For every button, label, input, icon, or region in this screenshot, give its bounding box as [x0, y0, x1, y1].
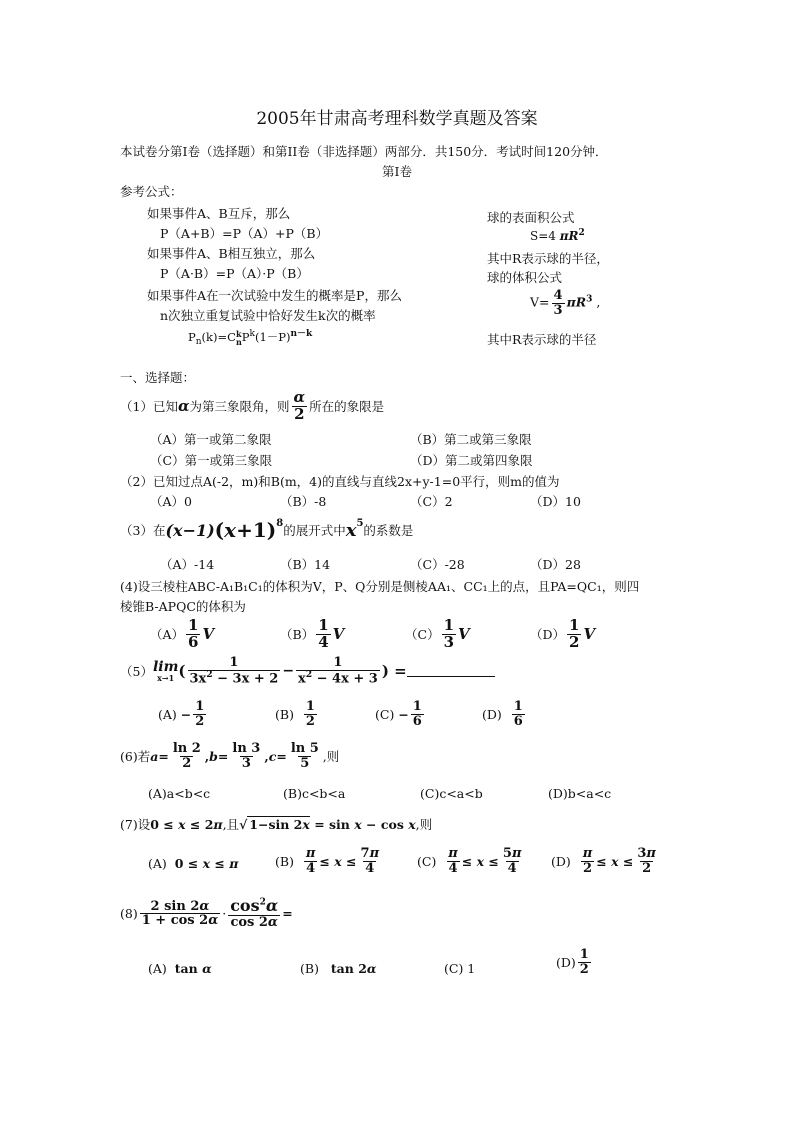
q6-option-b: (B)c<b<a	[283, 786, 346, 801]
q8-option-a: (A) tan α	[148, 961, 212, 976]
q8-option-d: (D) $\frac{1}{2}$	[556, 947, 589, 977]
q6-option-d: (D)b<a<c	[548, 786, 612, 801]
q6-stem: (6)若 a = $\frac{\ln 2}{2}$ , b = $\frac{\ln 3}{3}$ , c = $\frac{\ln 5}{5}$ ,则	[120, 741, 340, 771]
q3-option-b: （B）14	[280, 557, 331, 572]
section-heading: 一、选择题：	[120, 370, 196, 385]
q1-stem: （1）已知 α 为第三象限角，则 $\frac{\alpha}{2}$ 所在的象限是	[120, 388, 385, 423]
q6-option-c: (C)c<a<b	[420, 786, 483, 801]
ref-line-3: 如果事件A、B相互独立，那么	[147, 246, 316, 261]
q4-option-a: （A） $\frac{1}{6}$ V	[150, 616, 215, 651]
q7-option-a: (A) 0 ≤ x ≤ π	[148, 856, 239, 871]
q7-option-b: (B) $\frac{\pi}{4}$ ≤ x ≤ $\frac{7\pi}{4}$	[275, 846, 380, 876]
q3-option-a: （A）-14	[160, 557, 215, 572]
q8-stem: (8) $\frac{2 \sin 2\alpha}{1 + \cos 2\alpha}$ · $\frac{\cos^2\alpha}{\cos 2\alpha}$ =	[120, 896, 293, 930]
q3-option-c: （C）-28	[410, 557, 465, 572]
q2-stem: （2）已知过点A(-2，m)和B(m，4)的直线与直线2x+y-1=0平行，则m的值为	[120, 474, 560, 489]
ref-line-4: P（A·B）=P（A）·P（B）	[160, 266, 309, 281]
ref-label: 参考公式：	[120, 184, 183, 199]
ref-right-3: 其中R表示球的半径，	[487, 251, 609, 266]
q1-option-d: （D）第二或第四象限	[410, 453, 533, 468]
q3-stem: （3）在 (x−1) (x+1) $^8$ 的展开式中 x $^5$ 的系数是	[120, 517, 414, 542]
q5-stem: （5） lim x→1 ( $\frac{1}{3x^2 - 3x + 2}$ − $\frac{1}{x^2 - 4x + 3}$ ) =	[120, 656, 495, 686]
q6-option-a: (A)a<b<c	[148, 786, 211, 801]
q5-option-d: (D) $\frac{1}{6}$	[482, 699, 523, 729]
q7-option-c: (C) $\frac{\pi}{4}$ ≤ x ≤ $\frac{5\pi}{4}$	[417, 846, 522, 876]
q7-option-d: (D) $\frac{\pi}{2}$ ≤ x ≤ $\frac{3\pi}{2}$	[551, 846, 656, 876]
ref-line-5: 如果事件A在一次试验中发生的概率是P，那么	[147, 288, 402, 303]
q8-option-b: (B) tan 2α	[300, 961, 377, 976]
volume-label: 第I卷	[382, 164, 412, 179]
q7-stem: (7)设 0 ≤ x ≤ 2π ,且 √ 1−sin 2x = sin x − cos x ,则	[120, 816, 433, 832]
q4-stem-line-1: (4)设三棱柱ABC-A₁B₁C₁的体积为V，P、Q分别是侧棱AA₁、CC₁上的点，且PA=QC₁，则四	[120, 579, 640, 594]
q1-option-c: （C）第一或第三象限	[150, 453, 273, 468]
page-title: 2005年甘肃高考理科数学真题及答案	[256, 109, 538, 129]
q5-option-c: (C) − $\frac{1}{6}$	[375, 699, 422, 729]
sphere-area-formula: S=4 $\pi R^2$	[530, 228, 585, 243]
q2-option-c: （C）2	[410, 494, 453, 509]
intro-text: 本试卷分第I卷（选择题）和第II卷（非选择题）两部分．共150分．考试时间120分钟．	[120, 144, 608, 159]
q5-option-b: (B) $\frac{1}{2}$	[275, 699, 315, 729]
ref-right-1: 球的表面积公式	[487, 210, 575, 225]
ref-line-1: 如果事件A、B互斥，那么	[147, 206, 291, 221]
ref-right-4: 球的体积公式	[487, 270, 563, 285]
ref-binomial-formula: $P_n(k)=C$ k n $P^k(1-P)^{n-k}$	[188, 328, 313, 348]
q2-option-b: （B）-8	[280, 494, 327, 509]
q8-option-c: (C) 1	[444, 961, 476, 976]
q4-stem-line-2: 棱锥B-APQC的体积为	[120, 599, 246, 614]
sphere-volume-formula: V= $\frac{4}{3}$ $\pi R^3$ ,	[530, 288, 601, 318]
q1-option-b: （B）第二或第三象限	[410, 432, 532, 447]
answer-blank	[407, 664, 495, 677]
ref-right-6: 其中R表示球的半径	[487, 332, 597, 347]
q4-option-b: （B） $\frac{1}{4}$ V	[280, 616, 345, 651]
ref-line-6: n次独立重复试验中恰好发生k次的概率	[160, 308, 376, 323]
ref-line-2: P（A+B）=P（A）+P（B）	[160, 226, 329, 241]
q5-option-a: (A) − $\frac{1}{2}$	[158, 699, 205, 729]
q1-option-a: （A）第一或第二象限	[150, 432, 272, 447]
q2-option-d: （D）10	[530, 494, 581, 509]
q4-option-d: （D） $\frac{1}{2}$ V	[530, 616, 596, 651]
q4-option-c: （C） $\frac{1}{3}$ V	[405, 616, 470, 651]
q2-option-a: （A）0	[150, 494, 192, 509]
q3-option-d: （D）28	[530, 557, 581, 572]
